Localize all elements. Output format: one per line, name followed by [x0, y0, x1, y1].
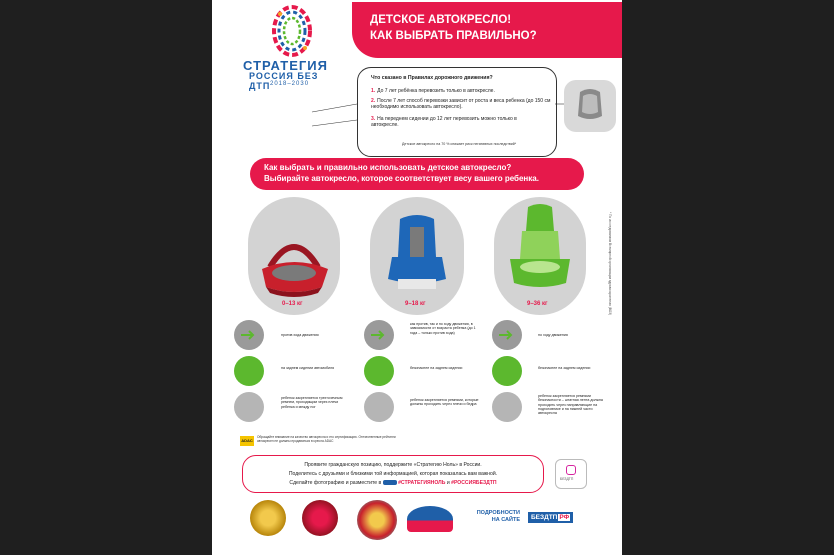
- rule-number: 2.: [371, 98, 376, 104]
- how-to-choose-banner: [250, 158, 584, 190]
- seat-circle-9-18: [370, 197, 464, 315]
- seat-desc: ребенок закрепляется трехточечным ремнем, проходящим через плечи ребенка и между ног: [281, 396, 343, 409]
- more-info-line2: НА САЙТЕ: [491, 516, 520, 523]
- arrow-icon: [369, 329, 389, 341]
- rule-number: 3.: [371, 116, 376, 122]
- seat-desc: безопаснее на заднем сидении: [410, 366, 463, 370]
- infant-carrier-icon: [248, 197, 340, 315]
- seat-weight-label: 9–18 кг: [405, 301, 426, 307]
- rsa-logo-icon: [407, 506, 453, 532]
- adac-badge: ADAC: [240, 436, 254, 446]
- car-rear-icon: [234, 356, 264, 386]
- instagram-icon: [566, 465, 576, 475]
- seat-weight-label: 9–36 кг: [527, 301, 548, 307]
- share-line1: Проявите гражданскую позицию, поддержите «Стратегию Ноль» в России.: [304, 462, 482, 468]
- logo-years: 2018–2030: [270, 81, 310, 87]
- arrow-icon: [497, 329, 517, 341]
- logo-title: СТРАТЕГИЯ: [243, 58, 328, 73]
- seat-desc: как против, так и по ходу движения, в зависимости от возраста ребенка (до 1 года – только против хода): [410, 322, 476, 335]
- more-info-label: [464, 510, 520, 523]
- seat-desc: ребенок закрепляется ремнями, которые должны проходить через плечи и бедра: [410, 398, 479, 407]
- how-line2: Выбирайте автокресло, которое соответствует весу вашего ребенка.: [264, 174, 539, 183]
- rules-question: Что сказано в Правилах дорожного движения?: [371, 75, 493, 81]
- seatbelt-icon: [492, 392, 522, 422]
- seat-desc: по ходу движения: [538, 333, 568, 337]
- hashtag-russia[interactable]: #РОССИЯБЕЗДТП: [451, 480, 497, 486]
- share-line2: Поделитесь с друзьями и близкими той информацией, которая показалась вам важной.: [288, 471, 498, 477]
- seat-circle-9-36: [494, 197, 586, 315]
- seat-circle-0-13: [248, 197, 340, 315]
- adac-note: Обращайте внимание на качество автокресла и его сертификацию. Отечественные рейтинги автокресел не должны продаваться в кресла ADAC: [257, 435, 396, 443]
- car-rear-icon: [492, 356, 522, 386]
- rule-text: До 7 лет ребёнка перевозить только в автокресле.: [377, 88, 495, 94]
- harness-icon: [234, 392, 264, 422]
- ministry-emblem-icon: [302, 500, 338, 536]
- site-link[interactable]: [528, 512, 573, 523]
- share-line3-text: Сделайте фотографию и разместите в: [289, 480, 382, 486]
- seat-desc: на заднем сидении автомобиля: [281, 366, 335, 370]
- instagram-label: БЕЗДТП: [560, 477, 574, 481]
- share-box: [242, 455, 544, 493]
- social-icons: [383, 480, 397, 485]
- share-line3: [243, 480, 543, 486]
- arrow-icon: [239, 329, 259, 341]
- child-seat-blue-icon: [370, 197, 464, 315]
- how-line1: Как выбрать и правильно использовать детское автокресло?: [264, 163, 512, 172]
- seat-weight-label: 0–13 кг: [282, 301, 303, 307]
- mvd-emblem-icon: [250, 500, 286, 536]
- site-link-zone: РФ: [559, 514, 570, 521]
- instagram-block[interactable]: [555, 459, 587, 489]
- share-and: и: [446, 480, 450, 486]
- site-link-main: БЕЗДТП: [531, 514, 558, 521]
- poster: [212, 0, 622, 555]
- page-title-line1: ДЕТСКОЕ АВТОКРЕСЛО!: [370, 14, 512, 26]
- booster-seat-green-icon: [494, 197, 586, 315]
- logo-subtitle: РОССИЯ БЕЗ ДТП: [249, 71, 319, 91]
- rule-number: 1.: [371, 88, 376, 94]
- seat-desc: ребенок закрепляется ремнями безопасности – штатная лента должна проходить через направляющие на подголовнике и на нижней части автокресла: [538, 394, 603, 416]
- page-title-line2: КАК ВЫБРАТЬ ПРАВИЛЬНО?: [370, 30, 537, 42]
- traffic-police-emblem-icon: [357, 500, 397, 540]
- rules-note: Детское автокресло на 70 % снижает риск негативных последствий*: [402, 142, 517, 146]
- car-rear-icon: [364, 356, 394, 386]
- more-info-line1: ПОДРОБНОСТИ: [476, 510, 520, 516]
- hashtag-strategy[interactable]: #СТРАТЕГИЯНОЛЬ: [398, 480, 446, 486]
- seat-desc: против хода движения: [281, 333, 319, 337]
- side-footnote: * По исследованиям Всемирной организации здравоохранения (ВОЗ): [608, 212, 612, 316]
- seat-desc: безопаснее на заднем сидении: [538, 366, 591, 370]
- harness-icon: [364, 392, 394, 422]
- rule-text: После 7 лет способ перевозки зависит от роста и веса ребенка (до 150 см необходимо использовать автокресло).: [371, 98, 551, 111]
- rule-text: На переднем сидении до 12 лет перевозить можно только в автокресле.: [371, 116, 517, 129]
